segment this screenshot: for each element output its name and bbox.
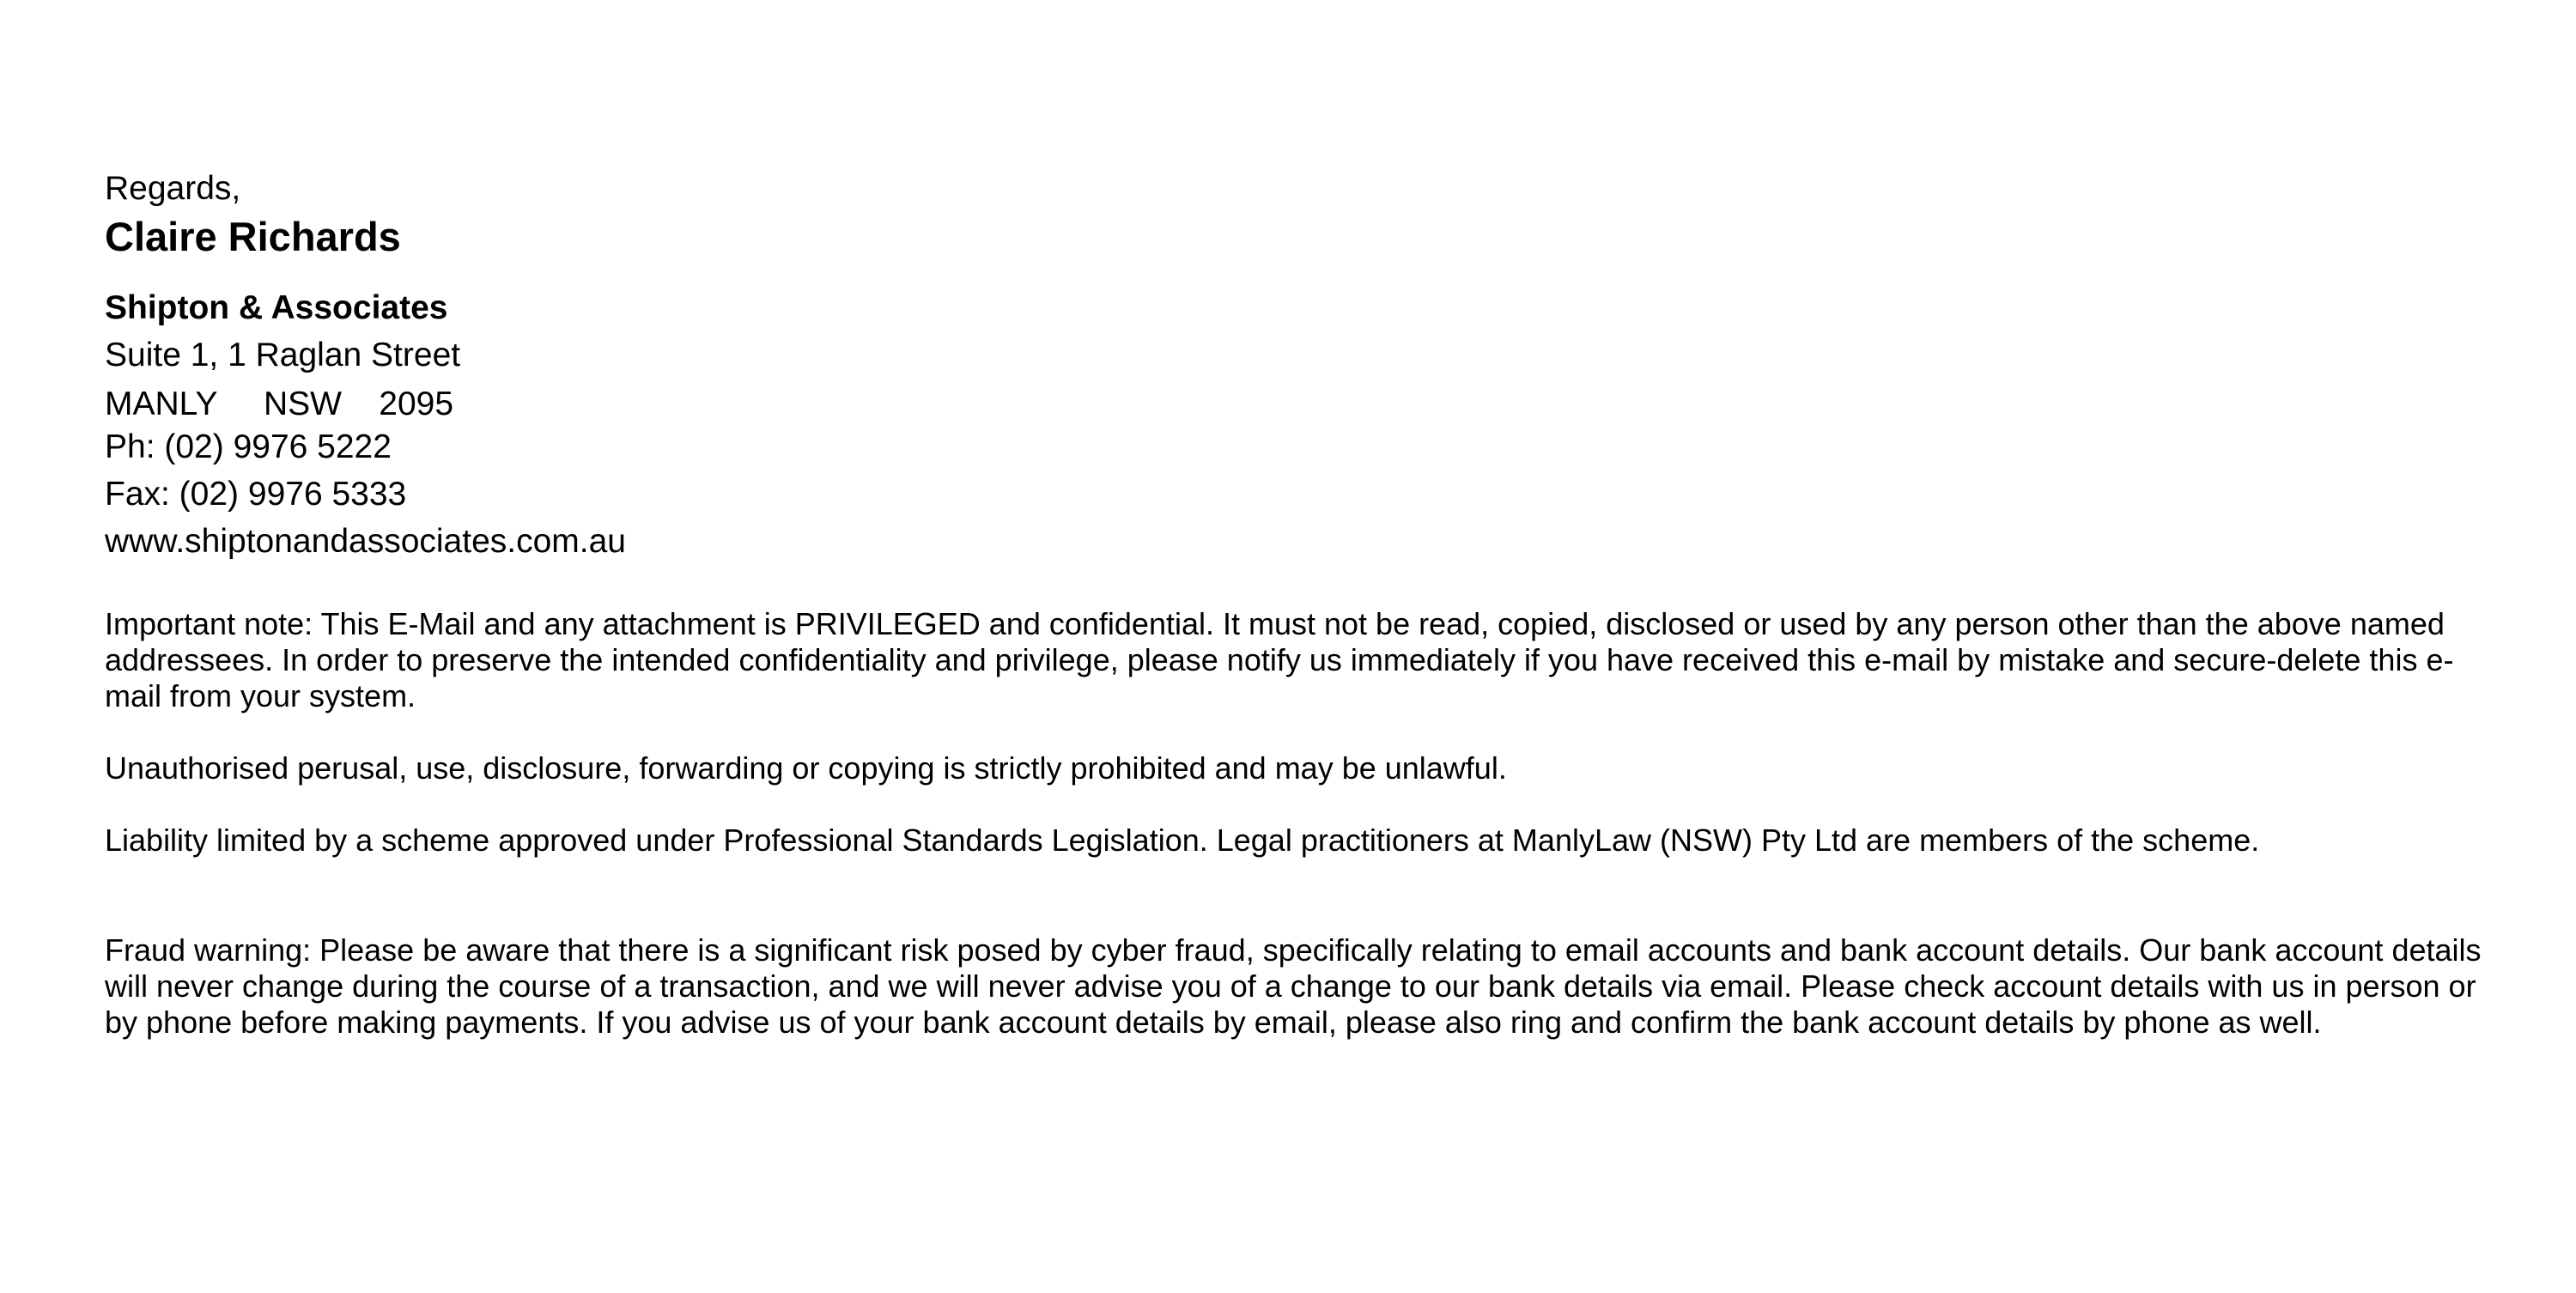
phone-number: Ph: (02) 9976 5222 (105, 428, 392, 466)
liability-notice: Liability limited by a scheme approved under Professional Standards Legislation. Legal practitioners at ManlyLaw (NSW) Pty Ltd are members of the scheme. (105, 823, 2260, 858)
company-name: Shipton & Associates (105, 288, 448, 326)
website-link[interactable]: www.shiptonandassociates.com.au (105, 523, 626, 561)
confidentiality-notice: Important note: This E-Mail and any attachment is PRIVILEGED and confidential. It must not be read, copied, disclosed or used by any person other than the above named addressees. In order to preserve the intended confidentiality and privilege, please notify us immediately if you have received this e-mail by mistake and secure-delete this e-mail from your system. (105, 606, 2454, 713)
disclaimer-section (105, 606, 2509, 1041)
fax-number: Fax: (02) 9976 5333 (105, 476, 407, 513)
street-address: Suite 1, 1 Raglan Street (105, 336, 461, 373)
city-state-postcode: MANLY NSW 2095 (105, 385, 454, 422)
fraud-warning: Fraud warning: Please be aware that there is a significant risk posed by cyber fraud, specifically relating to email accounts and bank account details. Our bank account details will never change during the course of a transaction, and we will never advise you of a change to our bank details via email. Please check account details with us in person or by phone before making payments. If you advise us of your bank account details by email, please also ring and confirm the bank account details by phone as well. (105, 932, 2482, 1040)
closing-salutation: Regards, (105, 170, 241, 207)
unauthorised-use-notice: Unauthorised perusal, use, disclosure, forwarding or copying is strictly prohibited and may be unlawful. (105, 750, 1507, 786)
sender-name: Claire Richards (105, 213, 401, 259)
signature-block (105, 170, 1135, 562)
